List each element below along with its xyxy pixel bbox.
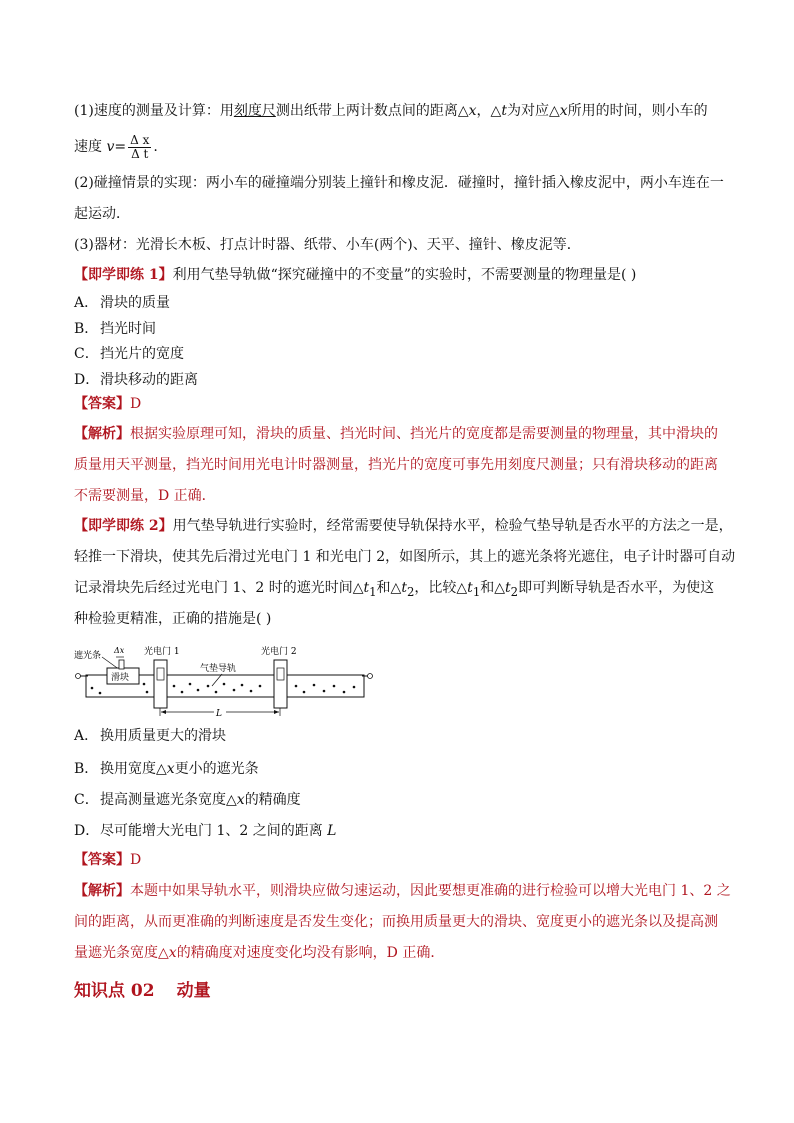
var-L: L (327, 823, 337, 839)
track-end-knob (368, 674, 373, 679)
text: 所用的时间，则小车的 (567, 103, 708, 119)
intro-paragraph-3: (3)器材：光滑长木板、打点计时器、纸带、小车(两个)、天平、撞针、橡皮泥等． (74, 237, 581, 253)
subscript: 1 (369, 584, 377, 599)
q1-option-d[interactable] (74, 369, 198, 389)
var-t: t (363, 580, 370, 596)
option-text: 更小的遮光条 (174, 761, 259, 777)
section-number: 知识点 02 (74, 981, 155, 1001)
q1-stem (74, 266, 722, 284)
photogate-1 (154, 660, 167, 708)
option-label: D． (74, 372, 100, 388)
analysis-tag: 【解析】 (74, 426, 130, 442)
q1-option-a[interactable] (74, 292, 170, 312)
text: 测出纸带上两计数点间的距离△ (275, 103, 469, 119)
analysis-text: 根据实验原理可知，滑块的质量、挡光时间、挡光片的宽度都是需要测量的物理量，其中滑块的 (130, 426, 718, 442)
option-label: C． (74, 346, 99, 362)
label-gate1: 光电门 1 (144, 647, 180, 657)
analysis-text: 的精确度对速度变化均没有影响，D 正确． (176, 945, 445, 961)
label-L: L (216, 709, 222, 719)
leader-line (212, 674, 222, 686)
text: 记录滑块先后经过光电门 1、2 时的遮光时间△ (74, 580, 364, 596)
section-heading (74, 980, 722, 1002)
analysis-text: 本题中如果导轨水平，则滑块应做匀速运动，因此要想更准确的进行检验可以增大光电门 1、2 之 (130, 883, 731, 899)
q2-tag: 【即学即练 2】 (74, 518, 173, 534)
text: 和△ (480, 580, 506, 596)
text: 和△ (376, 580, 402, 596)
answer-value: D (130, 396, 142, 412)
q1-analysis-line-3: 不需要测量，D 正确． (74, 488, 216, 504)
text: 即可判断导轨是否水平，为使这 (518, 580, 715, 596)
fraction-denominator: Δ t (131, 146, 149, 161)
var-x: x (236, 792, 245, 808)
text: 为对应△ (506, 103, 560, 119)
label-shade: 遮光条 (74, 651, 102, 661)
option-text: 换用质量更大的滑块 (100, 728, 226, 744)
q2-option-c[interactable] (74, 789, 301, 809)
label-gate2: 光电门 2 (261, 647, 297, 657)
option-text: 滑块移动的距离 (100, 372, 198, 388)
term-ruler: 刻度尺 (233, 103, 276, 119)
label-track: 气垫导轨 (200, 664, 237, 674)
var-t: t (505, 580, 511, 596)
q2-analysis-line-2: 间的距离，从而更准确的判断速度是否发生变化；而换用质量更大的滑块、宽度更小的遮光条以及提高测 (74, 914, 718, 930)
option-label: D． (74, 823, 100, 839)
text: (1)速度的测量及计算：用 (74, 103, 234, 119)
q2-analysis-line-1 (74, 882, 731, 900)
option-text: 提高测量遮光条宽度△ (100, 792, 237, 808)
q1-answer (74, 395, 722, 413)
subscript: 2 (406, 584, 415, 599)
answer-value: D (130, 852, 142, 868)
var-t: t (501, 103, 507, 119)
text: 速度 (74, 139, 107, 155)
section-title: 动量 (176, 981, 211, 1001)
shade-strip (119, 660, 124, 669)
option-text: 换用宽度△ (100, 761, 167, 777)
photogate-1-window (157, 668, 164, 680)
velocity-fraction (128, 134, 151, 161)
label-slider: 滑块 (111, 673, 130, 683)
analysis-text: 量遮光条宽度△ (74, 945, 169, 961)
option-text: 挡光片的宽度 (100, 346, 184, 362)
equals: = (114, 139, 127, 155)
option-label: B． (74, 761, 99, 777)
option-text: 尽可能增大光电门 1、2 之间的距离 (100, 823, 328, 839)
option-text: 挡光时间 (100, 321, 156, 337)
q2-option-b[interactable] (74, 758, 259, 778)
var-v: v (106, 139, 115, 155)
q1-tag: 【即学即练 1】 (74, 267, 173, 283)
var-x: x (166, 761, 175, 777)
option-label: C． (74, 792, 99, 808)
dim-arrow (161, 710, 166, 714)
q2-stem-line-1 (74, 517, 733, 535)
fraction-numerator: Δ x (130, 132, 150, 147)
track-end-knob (76, 674, 81, 679)
photogate-2 (274, 660, 287, 708)
q2-stem-line-2: 轻推一下滑块，使其先后滑过光电门 1 和光电门 2，如图所示，其上的遮光条将光遮住，电子计时器可自动 (74, 549, 736, 565)
photogate-2-window (277, 668, 284, 680)
var-t: t (467, 580, 473, 596)
text: ，比较△ (414, 580, 468, 596)
q1-option-b[interactable] (74, 318, 156, 338)
answer-tag: 【答案】 (74, 396, 130, 412)
option-label: B． (74, 321, 99, 337)
q2-stem-line-3 (74, 579, 722, 601)
q1-option-c[interactable] (74, 343, 184, 363)
subscript: 2 (510, 584, 519, 599)
var-x: x (168, 945, 177, 961)
q2-stem-text: 用气垫导轨进行实验时，经常需要使导轨保持水平，检验气垫导轨是否水平的方法之一是， (172, 518, 733, 534)
option-label: A． (74, 728, 99, 744)
intro-paragraph-1-line-2 (74, 132, 722, 162)
intro-paragraph-2-line-2: 起运动． (74, 206, 130, 222)
text: . (153, 139, 158, 155)
option-label: A． (74, 295, 99, 311)
answer-tag: 【答案】 (74, 852, 130, 868)
var-x: x (559, 103, 568, 119)
q2-answer (74, 851, 722, 869)
q1-analysis-line-1 (74, 425, 722, 443)
option-text: 的精确度 (244, 792, 301, 808)
q2-option-d[interactable] (74, 820, 336, 840)
var-t: t (401, 580, 407, 596)
subscript: 1 (472, 584, 481, 599)
q1-analysis-line-2: 质量用天平测量，挡光时间用光电计时器测量，挡光片的宽度可事先用刻度尺测量；只有滑块移动的距离 (74, 457, 718, 473)
option-text: 滑块的质量 (100, 295, 170, 311)
air-track-figure (74, 640, 374, 720)
q2-stem-line-4: 种检验更精准，正确的措施是( ) (74, 611, 272, 627)
dim-arrow (274, 710, 279, 714)
q2-analysis-line-3 (74, 944, 722, 962)
intro-paragraph-1-line-1 (74, 102, 722, 120)
intro-paragraph-2-line-1: (2)碰撞情景的实现：两小车的碰撞端分别装上撞针和橡皮泥．碰撞时，撞针插入橡皮泥中，两小车连在一 (74, 175, 724, 191)
var-x: x (468, 103, 477, 119)
label-dx: Δx (114, 646, 125, 655)
text: ，△ (476, 103, 502, 119)
q1-stem-text: 利用气垫导轨做“探究碰撞中的不变量”的实验时，不需要测量的物理量是( ) (172, 267, 637, 283)
q2-option-a[interactable] (74, 725, 226, 745)
analysis-tag: 【解析】 (74, 883, 130, 899)
